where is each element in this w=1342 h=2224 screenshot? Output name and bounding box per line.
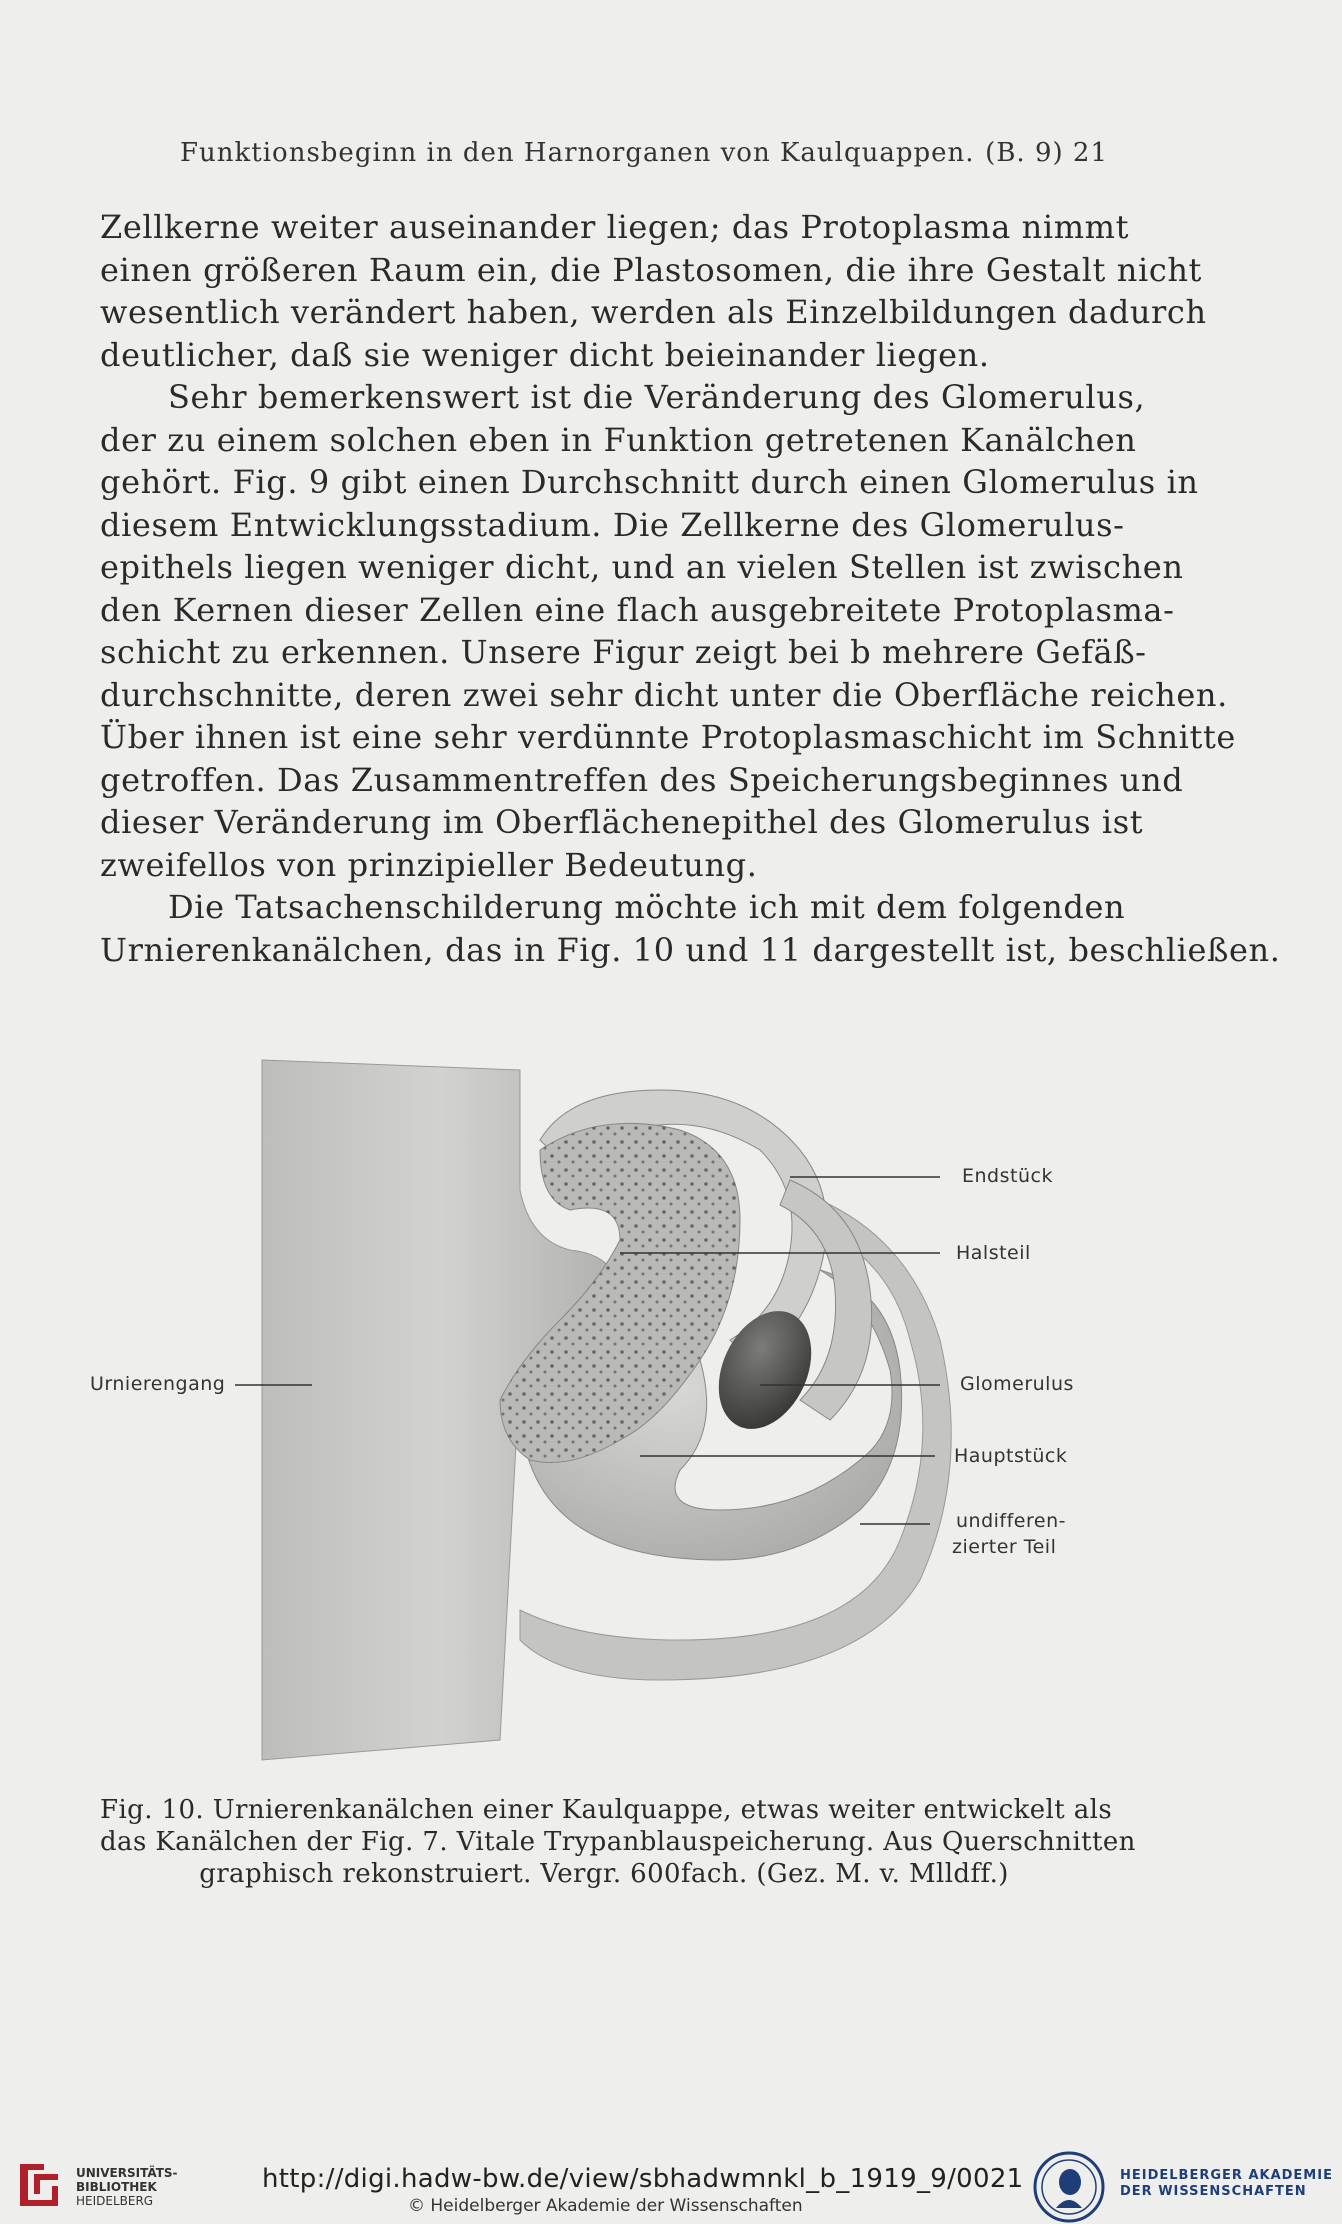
label-urnierengang: Urnierengang [90,1373,226,1395]
hadw-line-1: HEIDELBERGER AKADEMIE [1120,2168,1333,2183]
text-line: epithels liegen weniger dicht, und an vielen Stellen ist zwischen [100,548,1184,586]
text-line: der zu einem solchen eben in Funktion getretenen Kanälchen [100,420,1137,459]
text-line: Zellkerne weiter auseinander liegen; das Protoplasma nimmt [100,208,1130,246]
caption-line: das Kanälchen der Fig. 7. Vitale Trypanblauspeicherung. Aus Querschnitten [100,1827,1136,1857]
caption-line: graphisch rekonstruiert. Vergr. 600fach. (Gez. M. v. Mlldff.) [199,1859,1009,1889]
text-line: Sehr bemerkenswert ist die Veränderung des Glomerulus, [168,378,1146,416]
text-line: Urnierenkanälchen, das in Fig. 10 und 11 dargestellt ist, beschließen. [100,930,1281,969]
text-line: Die Tatsachenschilderung möchte ich mit dem folgenden [168,888,1126,926]
text-line: deutlicher, daß sie weniger dicht beieinander liegen. [100,335,990,374]
figure-10 [90,1040,1160,1780]
copyright: © Heidelberger Akademie der Wissenschaften [408,2196,803,2216]
text-line: durchschnitte, deren zwei sehr dicht unter die Oberfläche reichen. [100,675,1228,714]
label-hauptstueck: Hauptstück [954,1445,1068,1467]
text-line: schicht zu erkennen. Unsere Figur zeigt bei b mehrere Gefäß- [100,633,1147,671]
hadw-name [1120,2168,1333,2200]
body-text [100,206,1281,971]
text-line: zweifellos von prinzipieller Bedeutung. [100,845,758,884]
text-line: einen größeren Raum ein, die Plastosomen, die ihre Gestalt nicht [100,250,1203,289]
ub-line-2: BIBLIOTHEK [76,2180,157,2194]
permalink-url[interactable]: http://digi.hadw-bw.de/view/sbhadwmnkl_b_1919_9/0021 [262,2164,1024,2194]
ub-name [76,2166,178,2208]
running-head-title: Funktionsbeginn in den Harnorganen von Kaulquappen. [180,138,975,168]
figure-drawing [100,1040,1160,1780]
hadw-seal-icon [1032,2150,1106,2224]
ub-line-1: UNIVERSITÄTS- [76,2166,178,2180]
ub-logo-icon [14,2160,62,2208]
text-line: getroffen. Das Zusammentreffen des Speicherungsbeginnes und [100,760,1184,799]
label-halsteil: Halsteil [956,1242,1031,1264]
text-line: Über ihnen ist eine sehr verdünnte Protoplasmaschicht im Schnitte [100,718,1236,756]
hadw-line-2: DER WISSENSCHAFTEN [1120,2184,1307,2199]
text-line: gehört. Fig. 9 gibt einen Durchschnitt durch einen Glomerulus in [100,463,1199,501]
label-endstueck: Endstück [962,1165,1053,1187]
text-line: diesem Entwicklungsstadium. Die Zellkerne des Glomerulus- [100,505,1125,544]
text-line: den Kernen dieser Zellen eine flach ausgebreitete Protoplasma- [100,590,1175,629]
text-line: wesentlich verändert haben, werden als Einzelbildungen dadurch [100,293,1207,331]
ub-line-3: HEIDELBERG [76,2194,154,2208]
footer [0,2140,1342,2216]
page-number: (B. 9) 21 [985,138,1108,168]
caption-line: Fig. 10. Urnierenkanälchen einer Kaulquappe, etwas weiter entwickelt als [100,1795,1113,1825]
figure-caption [100,1794,1136,1890]
label-undifferenzierter-1: undifferen- [956,1510,1066,1532]
label-undifferenzierter-2: zierter Teil [952,1536,1057,1558]
label-glomerulus: Glomerulus [960,1373,1074,1395]
text-line: dieser Veränderung im Oberflächenepithel des Glomerulus ist [100,803,1144,841]
